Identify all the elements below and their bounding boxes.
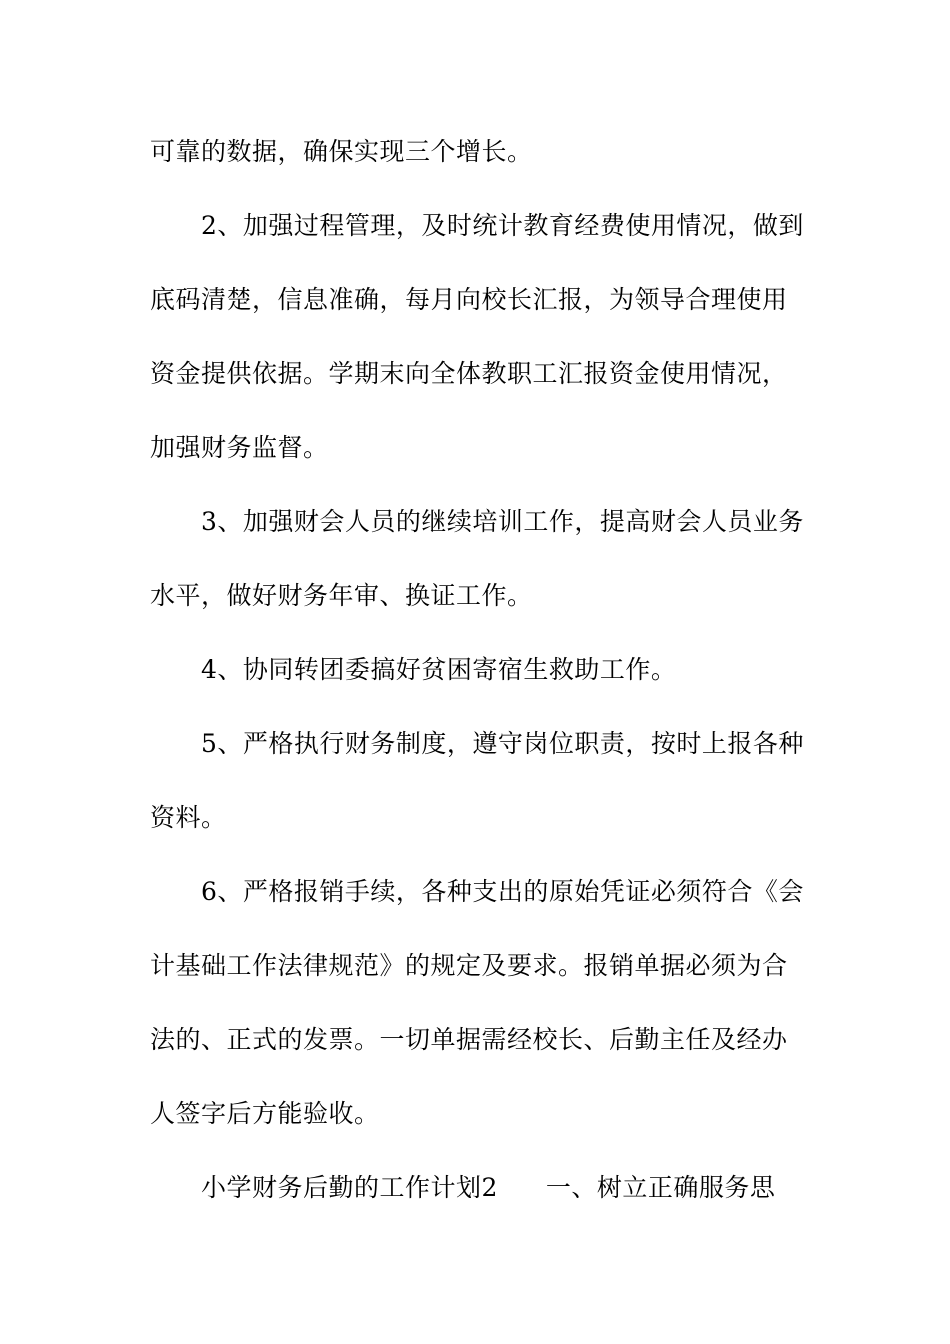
text-line: 2、加强过程管理，及时统计教育经费使用情况，做到 bbox=[201, 211, 804, 240]
text-line: 4、协同转团委搞好贫困寄宿生救助工作。 bbox=[201, 655, 677, 684]
text-line: 法的、正式的发票。一切单据需经校长、后勤主任及经办 bbox=[150, 1025, 788, 1054]
text-line: 可靠的数据，确保实现三个增长。 bbox=[150, 137, 533, 166]
text-line: 加强财务监督。 bbox=[150, 433, 329, 462]
section-heading: 一、树立正确服务思 bbox=[545, 1173, 776, 1202]
text-line: 3、加强财会人员的继续培训工作，提高财会人员业务 bbox=[201, 507, 804, 536]
text-line: 资料。 bbox=[150, 803, 227, 832]
text-line: 资金提供依据。学期末向全体教职工汇报资金使用情况， bbox=[150, 359, 788, 388]
text-line: 底码清楚，信息准确，每月向校长汇报，为领导合理使用 bbox=[150, 285, 788, 314]
text-line: 水平，做好财务年审、换证工作。 bbox=[150, 581, 533, 610]
text-line: 计基础工作法律规范》的规定及要求。报销单据必须为合 bbox=[150, 951, 788, 980]
text-line: 6、严格报销手续，各种支出的原始凭证必须符合《会 bbox=[201, 877, 804, 906]
section-heading-line bbox=[201, 1173, 775, 1203]
text-line: 5、严格执行财务制度，遵守岗位职责，按时上报各种 bbox=[201, 729, 804, 758]
text-line: 人签字后方能验收。 bbox=[150, 1099, 380, 1128]
plan-title: 小学财务后勤的工作计划2 bbox=[201, 1173, 498, 1202]
